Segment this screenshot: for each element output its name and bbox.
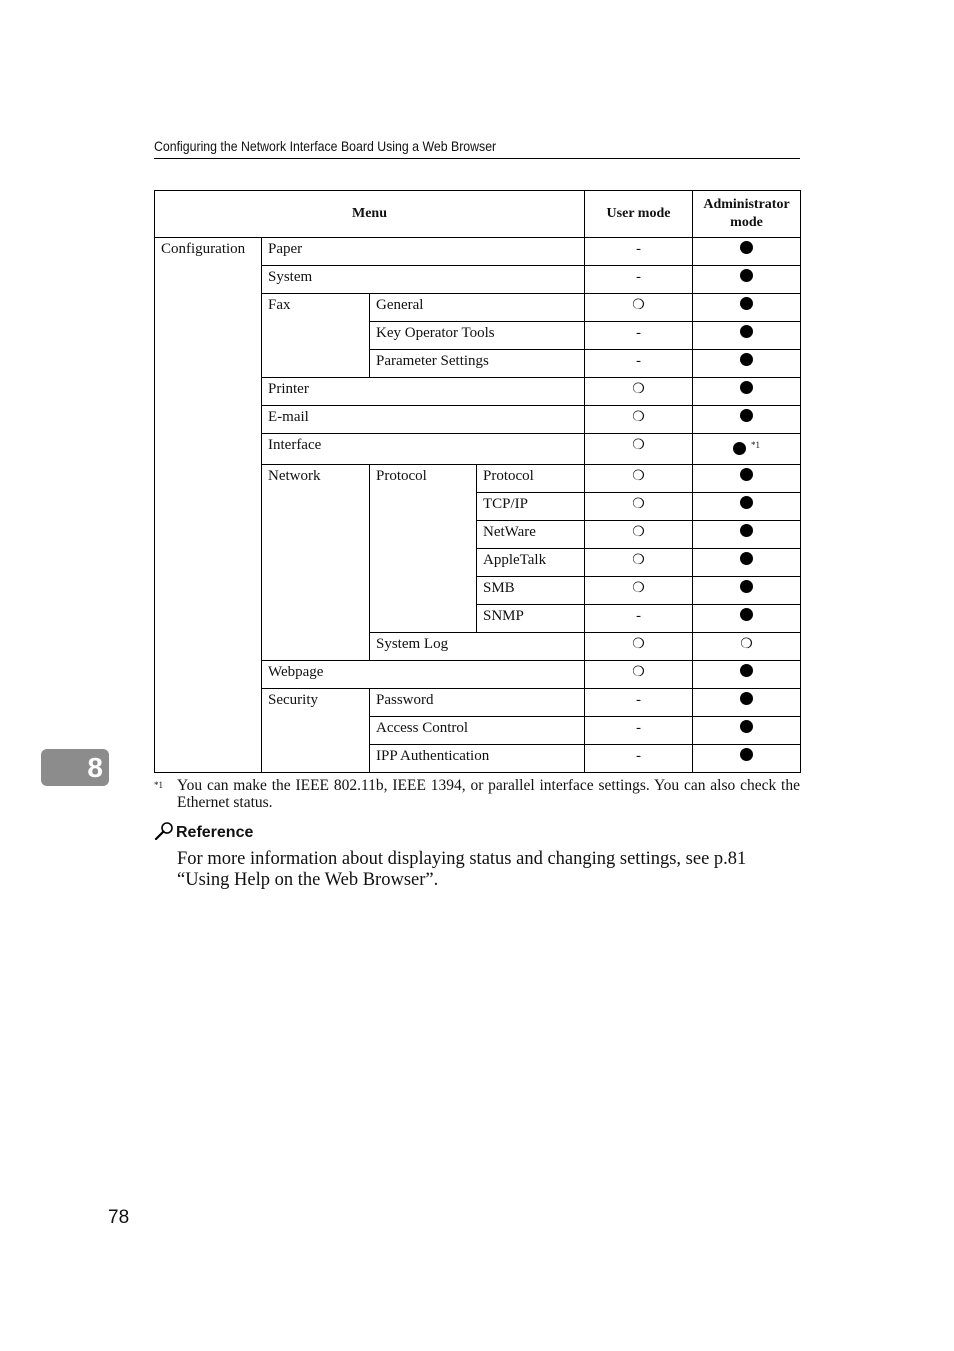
filled-circle-icon xyxy=(733,442,746,455)
filled-circle-icon xyxy=(740,381,753,394)
user-mode-value xyxy=(585,434,693,465)
menu-item-access-control: Access Control xyxy=(370,717,585,745)
menu-item-key-operator-tools: Key Operator Tools xyxy=(370,322,585,350)
running-header: Configuring the Network Interface Board Using a Web Browser xyxy=(154,138,497,154)
admin-mode-value xyxy=(693,661,801,689)
open-circle-icon: ❍ xyxy=(632,637,645,652)
menu-item-tcpip: TCP/IP xyxy=(477,493,585,521)
open-circle-icon: ❍ xyxy=(632,298,645,313)
menu-item-snmp: SNMP xyxy=(477,605,585,633)
menu-item-network: Network xyxy=(262,465,370,661)
filled-circle-icon xyxy=(740,325,753,338)
admin-mode-value xyxy=(693,350,801,378)
menu-item-appletalk: AppleTalk xyxy=(477,549,585,577)
user-mode-value: - xyxy=(585,350,693,378)
filled-circle-icon xyxy=(740,409,753,422)
menu-item-ipp-authentication: IPP Authentication xyxy=(370,745,585,773)
admin-mode-column-header: Administrator mode xyxy=(693,191,801,238)
magnifier-icon xyxy=(154,822,174,840)
menu-item-netware: NetWare xyxy=(477,521,585,549)
menu-item-paper: Paper xyxy=(262,238,585,266)
user-mode-value xyxy=(585,577,693,605)
admin-mode-value xyxy=(693,633,801,661)
footnote-mark: *1 xyxy=(154,780,163,790)
reference-heading-label: Reference xyxy=(176,824,254,841)
filled-circle-icon xyxy=(740,353,753,366)
reference-text: For more information about displaying status and changing settings, see p.81 “Using Help on the Web Browser”. xyxy=(177,849,747,890)
open-circle-icon: ❍ xyxy=(632,438,645,453)
filled-circle-icon xyxy=(740,496,753,509)
user-mode-value xyxy=(585,661,693,689)
menu-item-network-protocol-group: Protocol xyxy=(370,465,477,633)
menu-item-printer: Printer xyxy=(262,378,585,406)
header-rule xyxy=(154,158,800,159)
user-mode-value xyxy=(585,465,693,493)
open-circle-icon: ❍ xyxy=(632,410,645,425)
menu-item-protocol: Protocol xyxy=(477,465,585,493)
admin-mode-value xyxy=(693,745,801,773)
filled-circle-icon xyxy=(740,552,753,565)
filled-circle-icon xyxy=(740,297,753,310)
menu-permission-table xyxy=(154,190,801,773)
filled-circle-icon xyxy=(740,468,753,481)
open-circle-icon: ❍ xyxy=(632,553,645,568)
chapter-tab: 8 xyxy=(41,749,109,786)
filled-circle-icon xyxy=(740,608,753,621)
filled-circle-icon xyxy=(740,748,753,761)
menu-item-system: System xyxy=(262,266,585,294)
open-circle-icon: ❍ xyxy=(632,497,645,512)
open-circle-icon: ❍ xyxy=(632,525,645,540)
filled-circle-icon xyxy=(740,580,753,593)
admin-mode-value xyxy=(693,406,801,434)
filled-circle-icon xyxy=(740,720,753,733)
user-mode-value xyxy=(585,521,693,549)
admin-mode-value xyxy=(693,605,801,633)
filled-circle-icon xyxy=(740,269,753,282)
menu-item-smb: SMB xyxy=(477,577,585,605)
user-mode-value xyxy=(585,378,693,406)
open-circle-icon: ❍ xyxy=(632,581,645,596)
admin-mode-value xyxy=(693,378,801,406)
admin-mode-value xyxy=(693,521,801,549)
menu-item-parameter-settings: Parameter Settings xyxy=(370,350,585,378)
reference-heading xyxy=(154,822,253,842)
admin-mode-value xyxy=(693,294,801,322)
user-mode-value xyxy=(585,406,693,434)
menu-item-security: Security xyxy=(262,689,370,773)
menu-column-header: Menu xyxy=(155,191,585,238)
user-mode-value: - xyxy=(585,266,693,294)
filled-circle-icon xyxy=(740,692,753,705)
admin-mode-value xyxy=(693,238,801,266)
user-mode-value: - xyxy=(585,717,693,745)
filled-circle-icon xyxy=(740,524,753,537)
open-circle-icon: ❍ xyxy=(740,637,753,652)
table-row xyxy=(155,238,801,266)
user-mode-value xyxy=(585,493,693,521)
user-mode-value: - xyxy=(585,745,693,773)
menu-item-fax: Fax xyxy=(262,294,370,378)
footnote xyxy=(154,777,800,811)
user-mode-value: - xyxy=(585,689,693,717)
filled-circle-icon xyxy=(740,664,753,677)
user-mode-column-header: User mode xyxy=(585,191,693,238)
footnote-text: You can make the IEEE 802.11b, IEEE 1394, or parallel interface settings. You can also check the Ethernet status. xyxy=(177,777,800,811)
user-mode-value xyxy=(585,294,693,322)
menu-item-system-log: System Log xyxy=(370,633,585,661)
admin-mode-value xyxy=(693,434,801,465)
admin-mode-value xyxy=(693,465,801,493)
configuration-group-cell: Configuration xyxy=(155,238,262,773)
menu-item-interface: Interface xyxy=(262,434,585,465)
user-mode-value: - xyxy=(585,322,693,350)
admin-mode-value xyxy=(693,717,801,745)
open-circle-icon: ❍ xyxy=(632,469,645,484)
menu-item-webpage: Webpage xyxy=(262,661,585,689)
filled-circle-icon xyxy=(740,241,753,254)
open-circle-icon: ❍ xyxy=(632,665,645,680)
admin-mode-value xyxy=(693,577,801,605)
user-mode-value: - xyxy=(585,238,693,266)
menu-item-fax-general: General xyxy=(370,294,585,322)
user-mode-value xyxy=(585,549,693,577)
admin-mode-value xyxy=(693,266,801,294)
admin-mode-value xyxy=(693,689,801,717)
footnote-reference: *1 xyxy=(751,440,760,450)
open-circle-icon: ❍ xyxy=(632,382,645,397)
table-header-row xyxy=(155,191,801,238)
user-mode-value xyxy=(585,633,693,661)
page-number: 78 xyxy=(108,1207,130,1228)
user-mode-value: - xyxy=(585,605,693,633)
admin-mode-value xyxy=(693,322,801,350)
admin-mode-value xyxy=(693,493,801,521)
menu-item-email: E-mail xyxy=(262,406,585,434)
admin-mode-value xyxy=(693,549,801,577)
menu-item-password: Password xyxy=(370,689,585,717)
